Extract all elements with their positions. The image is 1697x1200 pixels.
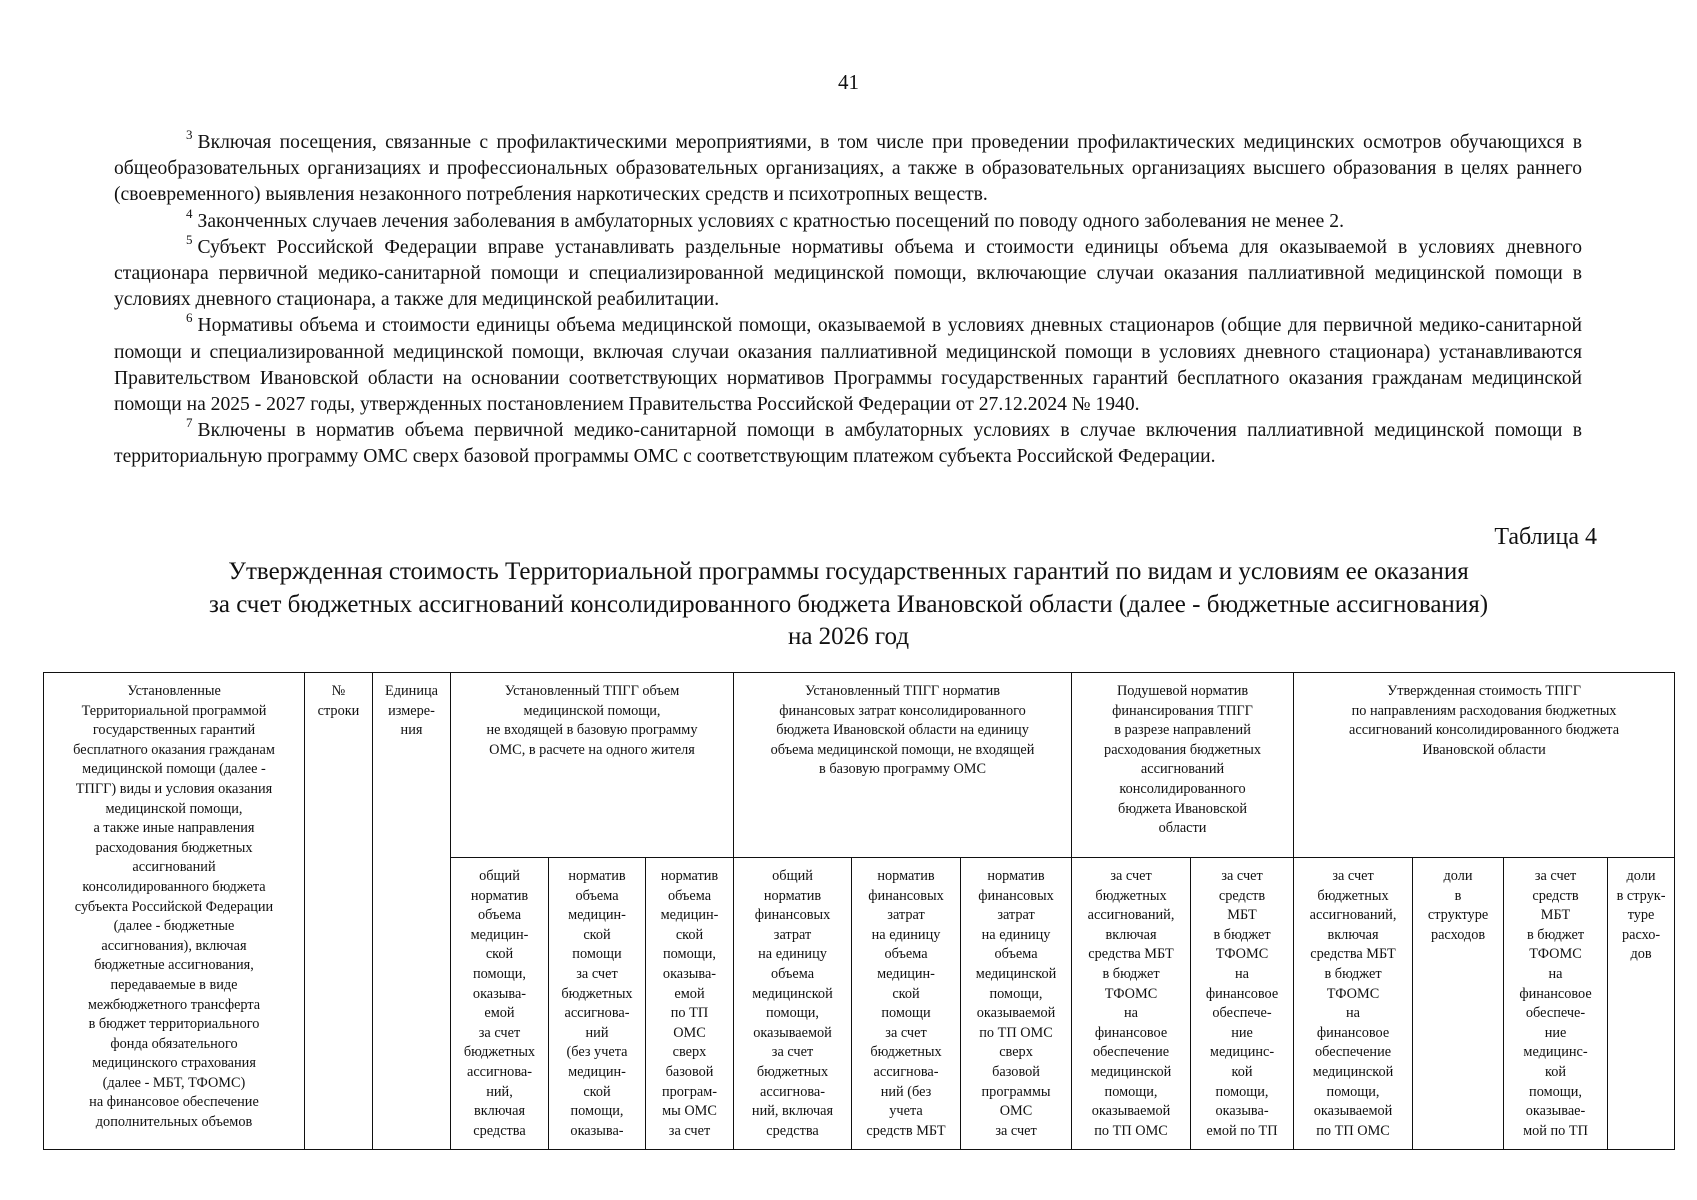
footnote-text: Законченных случаев лечения заболевания в амбулаторных условиях с кратностью посещений по поводу одного заболевания не менее 2. — [197, 210, 1344, 232]
header-cost-group: Установленный ТПГГ норматив финансовых затрат консолидированного бюджета Ивановской области на единицу объема медицинской помощи, не входящей в базовую программу ОМС — [734, 673, 1072, 858]
header-approved-share-2: доли в струк- туре расхо- дов — [1608, 858, 1675, 1150]
header-unit: Единица измере- ния — [373, 673, 451, 1150]
table-label: Таблица 4 — [1494, 524, 1597, 550]
header-volume-group: Установленный ТПГГ объем медицинской помощи, не входящей в базовую программу ОМС, в расчете на одного жителя — [451, 673, 734, 858]
footnote-5 — [114, 231, 1582, 314]
footnote-mark: 5 — [186, 231, 193, 247]
footnotes — [114, 127, 1582, 471]
header-cost-tp: норматив финансовых затрат на единицу объема медицинской помощи, оказываемой по ТП ОМС сверх базовой программы ОМС за счет — [961, 858, 1072, 1150]
footnote-7 — [114, 415, 1582, 470]
header-approved-share: доли в структуре расходов — [1413, 858, 1504, 1150]
header-percapita-mbt: за счет средств МБТ в бюджет ТФОМС на финансовое обеспече- ние медицинс- кой помощи, оказыва- емой по ТП — [1191, 858, 1294, 1150]
footnote-text: Нормативы объема и стоимости единицы объема медицинской помощи, оказываемой в условиях дневных стационаров (общие для первичной медико-санитарной помощи и специализированной медицинской помощи, включая случаи оказания паллиативной медицинской помощи в условиях дневного стационара) устанавливаются Правительством Ивановской области на основании соответствующих нормативов Программы государственных гарантий бесплатного оказания гражданам медицинской помощи на 2025 - 2027 годы, утвержденных постановлением Правительства Российской Федерации от 27.12.2024 № 1940. — [114, 315, 1582, 416]
header-volume-budget: норматив объема медицин- ской помощи за счет бюджетных ассигнова- ний (без учета медицин- ской помощи, оказыва- — [549, 858, 646, 1150]
header-types: Установленные Территориальной программой государственных гарантий бесплатного оказания гражданам медицинской помощи (далее - ТПГГ) виды и условия оказания медицинской помощи, а также иные направления расходования бюджетных ассигнований консолидированного бюджета субъекта Российской Федерации (далее - бюджетные ассигнования), включая бюджетные ассигнования, передаваемые в виде межбюджетного трансферта в бюджет территориального фонда обязательного медицинского страхования (далее - МБТ, ТФОМС) на финансовое обеспечение дополнительных объемов — [44, 673, 305, 1150]
footnote-mark: 4 — [186, 205, 193, 221]
header-approved-group: Утвержденная стоимость ТПГГ по направлениям расходования бюджетных ассигнований консолидированного бюджета Ивановской области — [1294, 673, 1675, 858]
table-title-line: на 2026 год — [787, 623, 910, 650]
header-percapita-budget: за счет бюджетных ассигнований, включая средства МБТ в бюджет ТФОМС на финансовое обеспечение медицинской помощи, оказываемой по ТП ОМС — [1072, 858, 1191, 1150]
header-cost-total: общий норматив финансовых затрат на единицу объема медицинской помощи, оказываемой за счет бюджетных ассигнова- ний, включая средства — [734, 858, 852, 1150]
header-row-number: № строки — [305, 673, 373, 1150]
table-title-line: за счет бюджетных ассигнований консолидированного бюджета Ивановской области (далее - бюджетные ассигнования) — [208, 590, 1489, 618]
footnote-4 — [114, 205, 1582, 235]
footnote-6 — [114, 310, 1582, 418]
header-volume-total: общий норматив объема медицин- ской помощи, оказыва- емой за счет бюджетных ассигнова- ний, включая средства — [451, 858, 549, 1150]
header-volume-tp: норматив объема медицин- ской помощи, оказыва- емой по ТП ОМС сверх базовой програм- мы ОМС за счет — [646, 858, 734, 1150]
page-number: 41 — [838, 70, 859, 94]
table-header-row — [44, 673, 1675, 858]
footnote-text: Включены в норматив объема первичной медико-санитарной помощи в амбулаторных условиях в случае включения паллиативной медицинской помощи в территориальную программу ОМС сверх базовой программы ОМС с соответствующим платежом субъекта Российской Федерации. — [114, 420, 1582, 468]
header-percapita-group: Подушевой норматив финансирования ТПГГ в разрезе направлений расходования бюджетных ассигнований консолидированного бюджета Ивановской области — [1072, 673, 1294, 858]
header-approved-budget: за счет бюджетных ассигнований, включая средства МБТ в бюджет ТФОМС на финансовое обеспечение медицинской помощи, оказываемой по ТП ОМС — [1294, 858, 1413, 1150]
table-title — [0, 556, 1697, 654]
footnote-text: Включая посещения, связанные с профилактическими мероприятиями, в том числе при проведении профилактических медицинских осмотров обучающихся в общеобразовательных организациях и профессиональных образовательных организациях, а также в образовательных организациях высшего образования в целях раннего (своевременного) выявления незаконного потребления наркотических средств и психотропных веществ. — [114, 132, 1582, 206]
header-approved-mbt: за счет средств МБТ в бюджет ТФОМС на финансовое обеспече- ние медицинс- кой помощи, оказывае- мой по ТП — [1504, 858, 1608, 1150]
footnote-mark: 6 — [186, 310, 193, 326]
table-title-line: Утвержденная стоимость Территориальной программы государственных гарантий по видам и условиям ее оказания — [228, 558, 1469, 585]
footnote-mark: 3 — [186, 127, 193, 142]
footnote-mark: 7 — [186, 415, 193, 431]
cost-table — [43, 672, 1675, 1150]
header-cost-budget: норматив финансовых затрат на единицу объема медицин- ской помощи за счет бюджетных ассигнова- ний (без учета средств МБТ — [852, 858, 961, 1150]
footnote-text: Субъект Российской Федерации вправе устанавливать раздельные нормативы объема и стоимости единицы объема для оказываемой в условиях дневного стационара первичной медико-санитарной помощи и специализированной медицинской помощи, включающие случаи оказания паллиативной медицинской помощи в условиях дневного стационара, а также для медицинской реабилитации. — [114, 236, 1582, 311]
footnote-3 — [114, 127, 1582, 209]
